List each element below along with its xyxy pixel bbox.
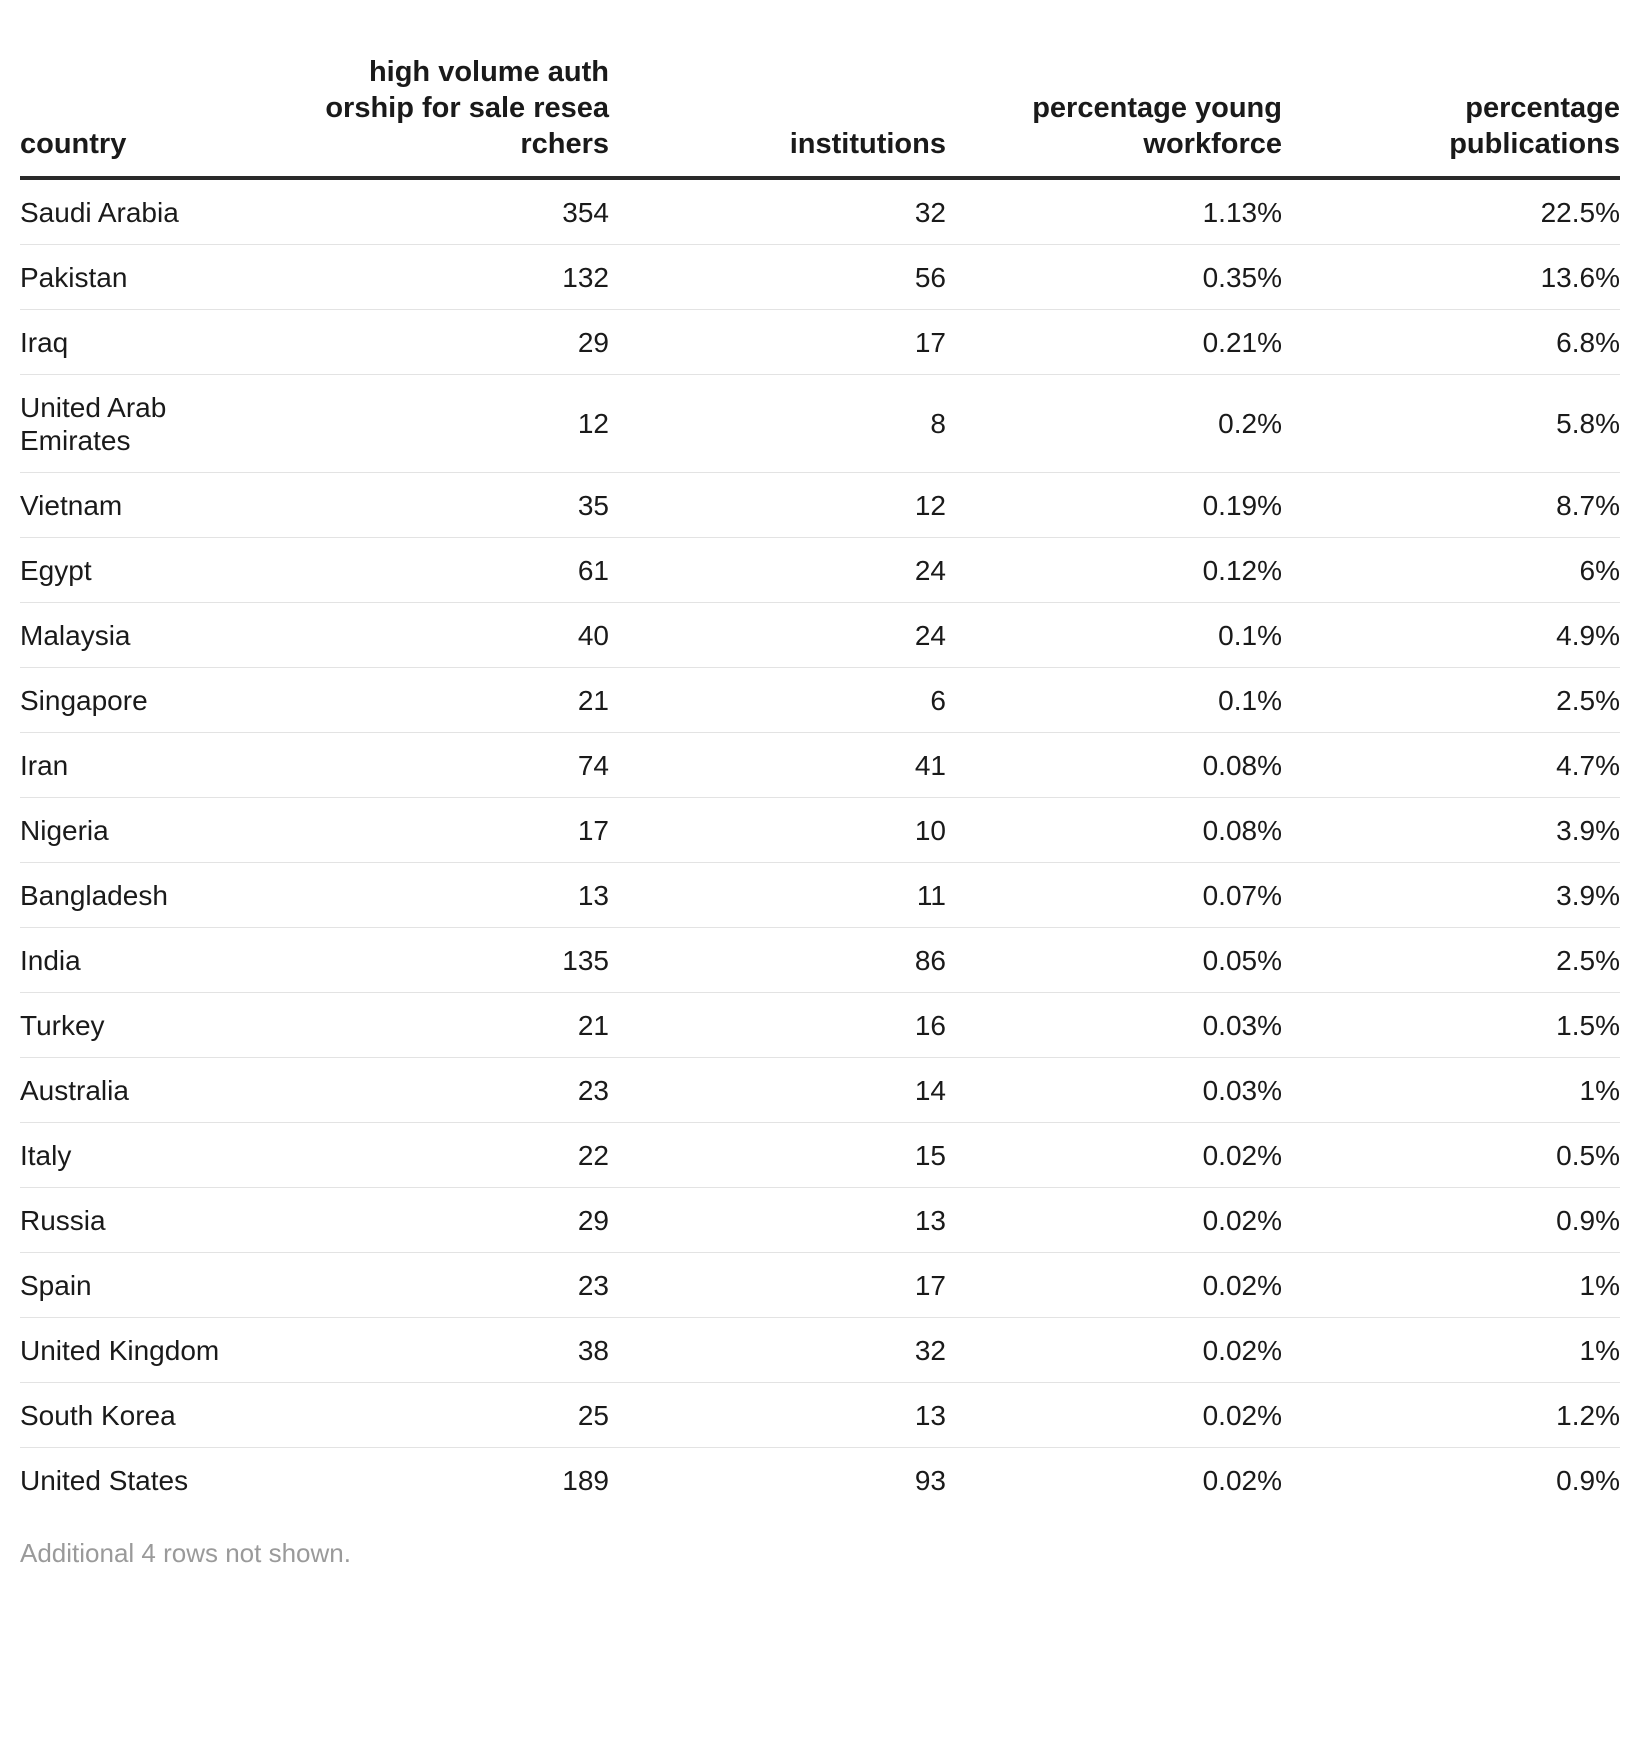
cell-institutions: 12 — [609, 473, 946, 538]
cell-percentage-publications: 1.5% — [1282, 993, 1620, 1058]
cell-high-volume-researchers: 132 — [320, 245, 609, 310]
cell-percentage-publications: 6.8% — [1282, 310, 1620, 375]
cell-country: Singapore — [20, 668, 320, 733]
cell-country: South Korea — [20, 1383, 320, 1448]
cell-percentage-young-workforce: 0.02% — [946, 1318, 1282, 1383]
cell-percentage-publications: 0.9% — [1556, 1464, 1620, 1496]
data-table — [20, 0, 1620, 1512]
cell-percentage-young-workforce: 0.19% — [946, 473, 1282, 538]
cell-institutions: 56 — [609, 245, 946, 310]
table-row — [20, 245, 1620, 310]
cell-country: Iran — [20, 733, 320, 798]
cell-institutions: 8 — [609, 375, 946, 473]
cell-percentage-publications: 2.5% — [1282, 928, 1620, 993]
cell-percentage-young-workforce: 0.21% — [946, 310, 1282, 375]
cell-high-volume-researchers: 189 — [562, 1464, 609, 1496]
cell-percentage-publications: 3.9% — [1282, 798, 1620, 863]
cell-high-volume-researchers: 13 — [320, 863, 609, 928]
cell-percentage-young-workforce: 0.02% — [1202, 1464, 1282, 1496]
table-body — [20, 178, 1620, 1512]
cell-country: Nigeria — [20, 798, 320, 863]
cell-high-volume-researchers: 29 — [320, 310, 609, 375]
cell-percentage-young-workforce: 0.02% — [946, 1253, 1282, 1318]
cell-high-volume-researchers: 35 — [320, 473, 609, 538]
cell-institutions: 17 — [609, 310, 946, 375]
table-row — [20, 178, 1620, 245]
cell-percentage-young-workforce: 0.02% — [946, 1123, 1282, 1188]
cell-high-volume-researchers: 12 — [320, 375, 609, 473]
table-row — [20, 863, 1620, 928]
cell-institutions: 10 — [609, 798, 946, 863]
cell-country: Vietnam — [20, 473, 320, 538]
cell-high-volume-researchers: 21 — [320, 993, 609, 1058]
table-row — [20, 1253, 1620, 1318]
cell-high-volume-researchers: 25 — [320, 1383, 609, 1448]
cell-percentage-publications: 1% — [1282, 1318, 1620, 1383]
table-row — [20, 1448, 1620, 1513]
cell-country: Iraq — [20, 310, 320, 375]
cell-country: Russia — [20, 1188, 320, 1253]
cell-country: Turkey — [20, 993, 320, 1058]
cell-institutions: 24 — [609, 603, 946, 668]
cell-percentage-young-workforce: 0.2% — [946, 375, 1282, 473]
cell-country: Australia — [20, 1058, 320, 1123]
cell-country: United States — [20, 1464, 189, 1496]
cell-institutions: 32 — [609, 178, 946, 245]
table-row — [20, 668, 1620, 733]
cell-institutions: 86 — [609, 928, 946, 993]
cell-high-volume-researchers: 61 — [320, 538, 609, 603]
cell-country: Egypt — [20, 538, 320, 603]
cell-institutions: 16 — [609, 993, 946, 1058]
cell-percentage-publications: 3.9% — [1282, 863, 1620, 928]
cell-percentage-young-workforce: 0.02% — [946, 1188, 1282, 1253]
cell-country: Pakistan — [20, 245, 320, 310]
cell-high-volume-researchers: 354 — [320, 178, 609, 245]
table-row — [20, 798, 1620, 863]
cell-high-volume-researchers: 29 — [320, 1188, 609, 1253]
cell-percentage-young-workforce: 0.1% — [946, 603, 1282, 668]
cell-country: Italy — [20, 1123, 320, 1188]
cell-country: United Kingdom — [20, 1318, 320, 1383]
data-table-container — [20, 0, 1620, 1569]
cell-institutions: 11 — [609, 863, 946, 928]
cell-percentage-publications: 1.2% — [1282, 1383, 1620, 1448]
cell-percentage-young-workforce: 0.35% — [946, 245, 1282, 310]
table-footnote: Additional 4 rows not shown. — [20, 1538, 351, 1568]
table-row — [20, 928, 1620, 993]
cell-percentage-publications: 4.9% — [1282, 603, 1620, 668]
table-row — [20, 1318, 1620, 1383]
cell-percentage-publications: 4.7% — [1282, 733, 1620, 798]
cell-percentage-publications: 13.6% — [1282, 245, 1620, 310]
cell-percentage-young-workforce: 1.13% — [946, 178, 1282, 245]
table-row — [20, 538, 1620, 603]
table-header-row — [20, 0, 1620, 178]
cell-institutions: 41 — [609, 733, 946, 798]
cell-high-volume-researchers: 17 — [320, 798, 609, 863]
cell-percentage-young-workforce: 0.12% — [946, 538, 1282, 603]
table-header — [20, 0, 1620, 178]
cell-percentage-publications: 0.9% — [1282, 1188, 1620, 1253]
cell-high-volume-researchers: 135 — [320, 928, 609, 993]
column-header-high-volume-researchers: high volume auth orship for sale resea rchers — [320, 0, 609, 178]
cell-high-volume-researchers: 23 — [320, 1253, 609, 1318]
table-row — [20, 1123, 1620, 1188]
table-row — [20, 473, 1620, 538]
cell-country: Bangladesh — [20, 863, 320, 928]
column-header-percentage-publications: percentage publications — [1282, 0, 1620, 178]
table-row — [20, 310, 1620, 375]
table-row — [20, 603, 1620, 668]
cell-institutions: 14 — [609, 1058, 946, 1123]
column-header-institutions: institutions — [609, 0, 946, 178]
cell-percentage-publications: 1% — [1282, 1058, 1620, 1123]
cell-high-volume-researchers: 23 — [320, 1058, 609, 1123]
cell-percentage-young-workforce: 0.05% — [946, 928, 1282, 993]
cell-institutions: 6 — [609, 668, 946, 733]
cell-percentage-publications: 0.5% — [1282, 1123, 1620, 1188]
cell-percentage-young-workforce: 0.1% — [946, 668, 1282, 733]
cell-high-volume-researchers: 38 — [320, 1318, 609, 1383]
cell-institutions: 24 — [609, 538, 946, 603]
cell-percentage-young-workforce: 0.07% — [946, 863, 1282, 928]
cell-institutions: 93 — [914, 1464, 946, 1496]
cell-institutions: 13 — [609, 1188, 946, 1253]
cell-country: Saudi Arabia — [20, 178, 320, 245]
cell-percentage-young-workforce: 0.08% — [946, 733, 1282, 798]
cell-percentage-publications: 5.8% — [1282, 375, 1620, 473]
cell-institutions: 13 — [609, 1383, 946, 1448]
cell-percentage-publications: 22.5% — [1282, 178, 1620, 245]
cell-percentage-young-workforce: 0.03% — [946, 993, 1282, 1058]
cell-percentage-young-workforce: 0.08% — [946, 798, 1282, 863]
cell-percentage-publications: 8.7% — [1282, 473, 1620, 538]
column-header-country: country — [20, 0, 320, 178]
cell-country: Spain — [20, 1253, 320, 1318]
cell-high-volume-researchers: 40 — [320, 603, 609, 668]
cell-country: United Arab Emirates — [20, 375, 320, 473]
table-row — [20, 1383, 1620, 1448]
cell-percentage-publications: 6% — [1282, 538, 1620, 603]
cell-institutions: 17 — [609, 1253, 946, 1318]
cell-percentage-young-workforce: 0.03% — [946, 1058, 1282, 1123]
cell-high-volume-researchers: 21 — [320, 668, 609, 733]
table-row — [20, 375, 1620, 473]
cell-country: Malaysia — [20, 603, 320, 668]
cell-country: India — [20, 928, 320, 993]
cell-percentage-publications: 1% — [1282, 1253, 1620, 1318]
cell-institutions: 32 — [609, 1318, 946, 1383]
table-row — [20, 993, 1620, 1058]
cell-percentage-publications: 2.5% — [1282, 668, 1620, 733]
cell-high-volume-researchers: 22 — [320, 1123, 609, 1188]
table-row — [20, 733, 1620, 798]
column-header-percentage-young-workforce: percentage young workforce — [946, 0, 1282, 178]
cell-institutions: 15 — [609, 1123, 946, 1188]
cell-percentage-young-workforce: 0.02% — [946, 1383, 1282, 1448]
table-row — [20, 1188, 1620, 1253]
cell-high-volume-researchers: 74 — [320, 733, 609, 798]
table-row — [20, 1058, 1620, 1123]
